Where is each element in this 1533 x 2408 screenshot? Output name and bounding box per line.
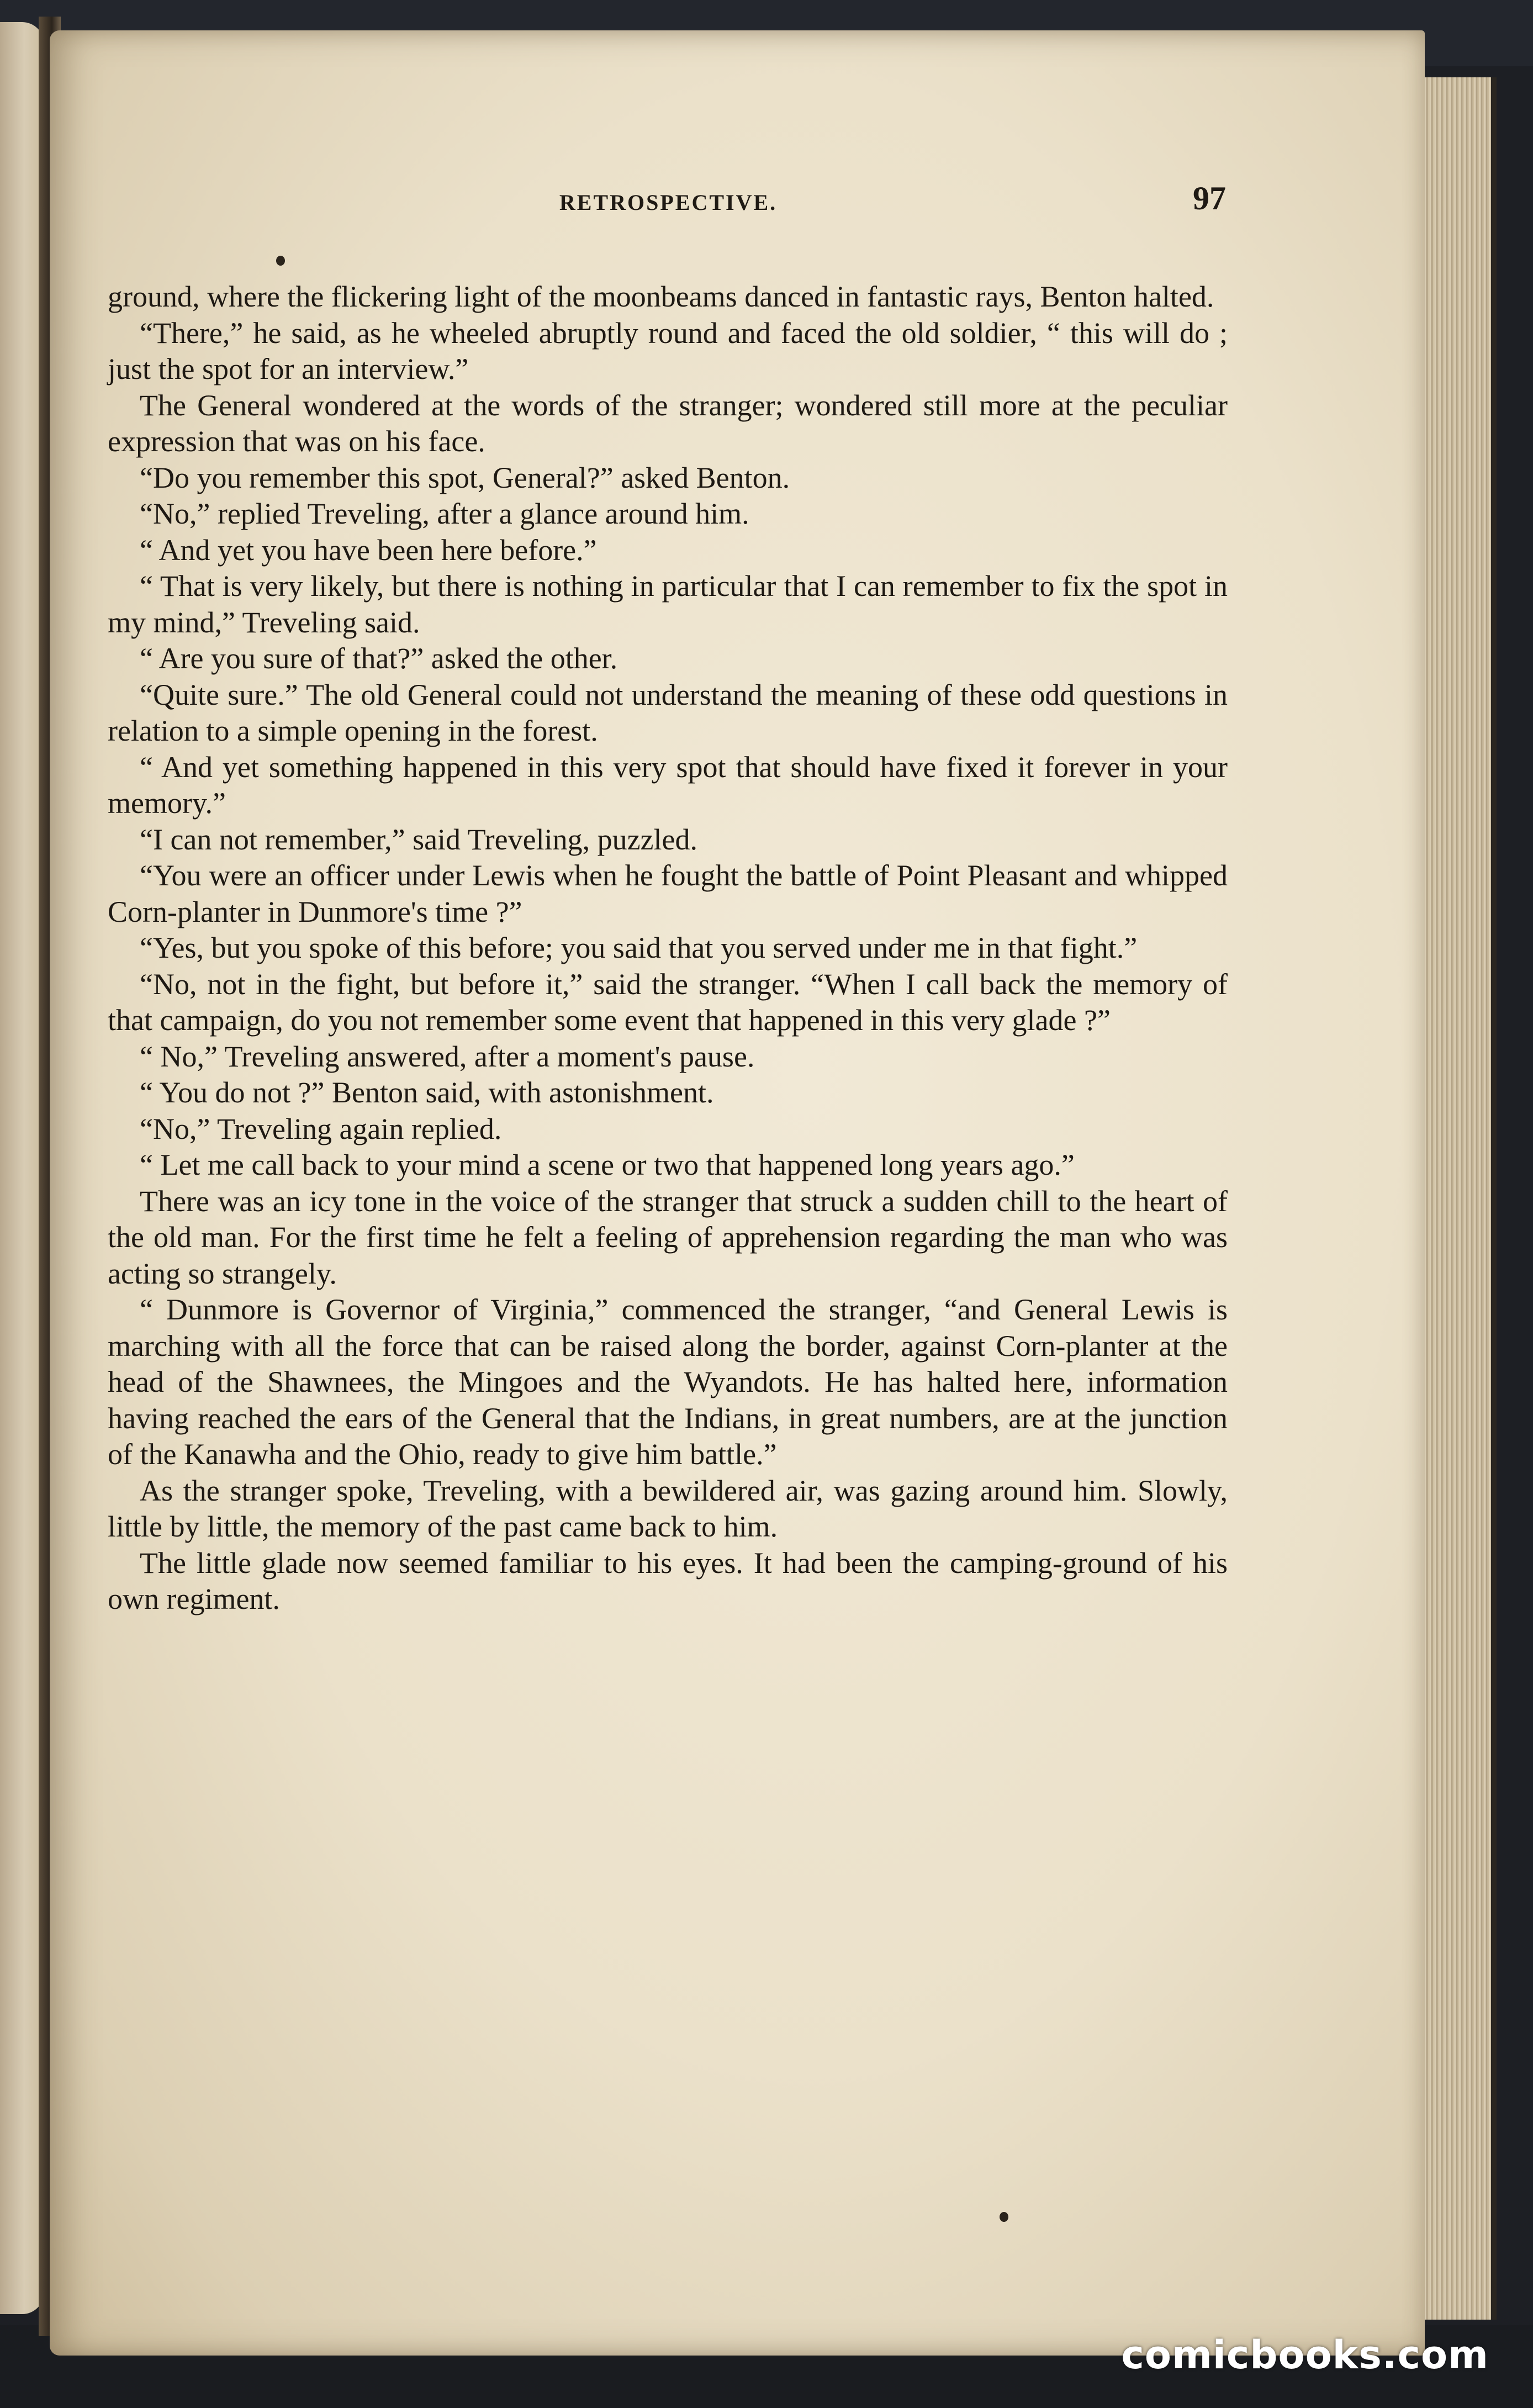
page-header [110,168,1226,229]
ink-speck [276,256,285,266]
paragraph: “Do you remember this spot, General?” asked Benton. [140,461,790,494]
paragraph: “No,” Treveling again replied. [140,1112,502,1145]
paragraph: “ Are you sure of that?” asked the other. [140,642,618,675]
paragraph: “No,” replied Treveling, after a glance around him. [140,497,749,530]
paragraph: “ And yet you have been here before.” [140,533,597,567]
page-body [108,279,1228,1618]
paragraph: “ That is very likely, but there is nothing in particular that I can remember to fix the spot in my mind,” Treveling said. [108,569,1228,639]
running-head: RETROSPECTIVE. [559,190,778,215]
paragraph: “ No,” Treveling answered, after a moment's pause. [140,1039,755,1073]
paragraph: There was an icy tone in the voice of the stranger that struck a sudden chill to the heart of the old man. For the first time he felt a feeling of apprehension regarding the man who was acting so strangely. [108,1184,1228,1290]
paragraph: “I can not remember,” said Treveling, puzzled. [140,822,697,856]
paragraph: “There,” he said, as he wheeled abruptly round and faced the old soldier, “ this will do ; just the spot for an interview.” [108,316,1228,386]
paragraph: “ Dunmore is Governor of Virginia,” commenced the stranger, “and General Lewis is marching with all the force that can be raised along the border, against Corn-planter at the head of the Shawnees, the Mingoes and the Wyandots. He has halted here, information having reached the ears of the General that the Indians, in great numbers, are at the junction of the Kanawha and the Ohio, ready to give him battle.” [108,1293,1228,1471]
paragraph: “You were an officer under Lewis when he fought the battle of Point Pleasant and whipped Corn-planter in Dunmore's time ?” [108,859,1228,928]
paragraph: “ Let me call back to your mind a scene or two that happened long years ago.” [140,1148,1075,1181]
paragraph: “ And yet something happened in this very spot that should have fixed it forever in your memory.” [108,750,1228,820]
paragraph: The little glade now seemed familiar to his eyes. It had been the camping-ground of his own regiment. [108,1546,1228,1615]
paragraph: ground, where the flickering light of the moonbeams danced in fantastic rays, Benton halted. [108,280,1214,313]
page-edges [1414,77,1497,2320]
paragraph: “Yes, but you spoke of this before; you said that you served under me in that fight.” [140,931,1138,964]
page-number: 97 [1193,180,1226,216]
paragraph: “No, not in the fight, but before it,” said the stranger. “When I call back the memory of that campaign, do you not remember some event that happened in this very glade ?” [108,967,1228,1037]
paragraph: As the stranger spoke, Treveling, with a bewildered air, was gazing around him. Slowly, little by little, the memory of the past came back to him. [108,1474,1228,1543]
paragraph: “Quite sure.” The old General could not understand the meaning of these odd questions in relation to a simple opening in the forest. [108,678,1228,747]
paragraph: The General wondered at the words of the stranger; wondered still more at the peculiar expression that was on his face. [108,388,1228,458]
paragraph: “ You do not ?” Benton said, with astonishment. [140,1076,714,1109]
facing-page-edge [0,22,44,2314]
ink-speck [1000,2212,1008,2222]
watermark: comicbooks.com [1121,2332,1489,2378]
